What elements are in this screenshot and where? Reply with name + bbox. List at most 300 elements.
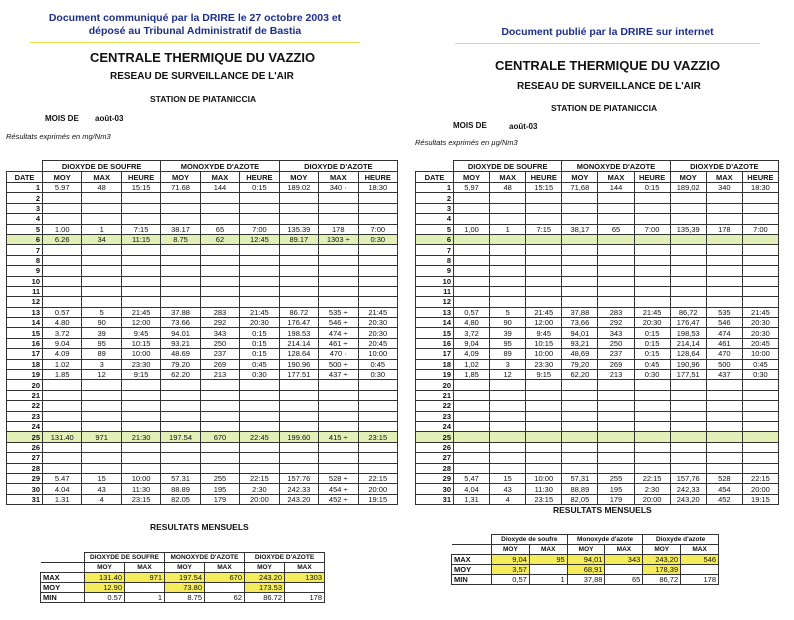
column-header: HEURE xyxy=(634,172,670,183)
table-cell xyxy=(82,390,121,400)
table-cell xyxy=(706,255,742,265)
table-cell: 237 xyxy=(598,349,634,359)
table-cell xyxy=(598,432,634,442)
table-cell: 5 xyxy=(490,307,526,317)
date-cell: 18 xyxy=(416,359,454,369)
table-cell xyxy=(43,203,82,213)
monthly-group: DIOXYDE DE SOUFRE xyxy=(85,553,165,563)
table-cell: 73,66 xyxy=(562,318,598,328)
monthly-sub: MAX xyxy=(605,545,643,555)
table-cell xyxy=(634,234,670,244)
table-cell: 535 xyxy=(706,307,742,317)
table-cell: 4,09 xyxy=(454,349,490,359)
table-cell: 0:15 xyxy=(240,349,279,359)
table-cell xyxy=(279,463,318,473)
monthly-row-label: MIN xyxy=(41,593,85,603)
table-cell: 128.64 xyxy=(279,349,318,359)
monthly-title: RESULTATS MENSUELS xyxy=(553,505,652,515)
table-cell xyxy=(200,286,239,296)
table-cell xyxy=(200,255,239,265)
table-cell xyxy=(562,214,598,224)
table-cell: 37,88 xyxy=(562,307,598,317)
table-cell xyxy=(634,401,670,411)
table-cell xyxy=(598,297,634,307)
table-cell xyxy=(562,234,598,244)
table-cell xyxy=(279,276,318,286)
table-row xyxy=(416,463,779,473)
table-row xyxy=(416,359,779,369)
table-cell: 135,39 xyxy=(670,224,706,234)
table-cell: 971 xyxy=(82,432,121,442)
table-cell: 7:15 xyxy=(121,224,160,234)
table-cell: 23:15 xyxy=(526,494,562,504)
table-row xyxy=(7,484,398,494)
table-cell xyxy=(161,421,200,431)
monthly-cell: 546 xyxy=(681,555,719,565)
column-header: HEURE xyxy=(121,172,160,183)
table-cell xyxy=(43,255,82,265)
table-cell xyxy=(670,453,706,463)
table-cell: 199.60 xyxy=(279,432,318,442)
table-cell: 1.00 xyxy=(43,224,82,234)
table-cell xyxy=(43,193,82,203)
table-cell: 528 xyxy=(706,473,742,483)
table-row xyxy=(416,328,779,338)
table-cell: 23:30 xyxy=(121,359,160,369)
table-cell: 34 xyxy=(82,234,121,244)
table-cell xyxy=(598,286,634,296)
table-cell xyxy=(562,297,598,307)
group-header: DIOXYDE DE SOUFRE xyxy=(43,161,161,172)
table-cell: 190.96 xyxy=(279,359,318,369)
table-cell: 0:45 xyxy=(634,359,670,369)
date-cell: 19 xyxy=(7,370,43,380)
date-cell: 3 xyxy=(416,203,454,213)
table-cell xyxy=(319,380,358,390)
table-cell xyxy=(240,214,279,224)
table-row xyxy=(416,266,779,276)
table-row xyxy=(7,359,398,369)
table-cell: 500 xyxy=(706,359,742,369)
table-cell: 4,04 xyxy=(454,484,490,494)
monthly-row xyxy=(452,575,719,585)
table-cell: 65 xyxy=(598,224,634,234)
table-row xyxy=(7,224,398,234)
table-cell: 20:00 xyxy=(634,494,670,504)
table-cell xyxy=(358,245,398,255)
table-cell: 10:00 xyxy=(742,349,778,359)
monthly-cell: 131.40 xyxy=(85,573,125,583)
table-row xyxy=(416,453,779,463)
table-row xyxy=(7,349,398,359)
table-cell: 12:00 xyxy=(526,318,562,328)
table-cell: 190,96 xyxy=(670,359,706,369)
table-cell xyxy=(121,401,160,411)
table-cell: 189,02 xyxy=(670,183,706,193)
table-cell xyxy=(43,401,82,411)
table-cell xyxy=(598,266,634,276)
table-cell: 10:15 xyxy=(121,338,160,348)
table-cell xyxy=(490,214,526,224)
table-cell xyxy=(706,266,742,276)
table-cell xyxy=(598,245,634,255)
caption-left-line2: déposé au Tribunal Administratif de Bastia xyxy=(88,25,302,37)
table-cell xyxy=(490,245,526,255)
date-cell: 14 xyxy=(416,318,454,328)
table-cell: 528 ÷ xyxy=(319,473,358,483)
table-cell xyxy=(562,411,598,421)
table-cell: 500 ÷ xyxy=(319,359,358,369)
monthly-sub: MAX xyxy=(529,545,567,555)
table-cell xyxy=(490,234,526,244)
table-cell xyxy=(240,276,279,286)
date-cell: 16 xyxy=(7,338,43,348)
table-cell: 237 xyxy=(200,349,239,359)
table-cell xyxy=(526,463,562,473)
table-cell xyxy=(598,463,634,473)
table-cell xyxy=(121,203,160,213)
date-header: DATE xyxy=(7,172,43,183)
table-cell xyxy=(279,266,318,276)
table-cell: 0:15 xyxy=(634,349,670,359)
table-cell xyxy=(490,255,526,265)
table-row xyxy=(416,318,779,328)
table-cell xyxy=(43,390,82,400)
column-header: MAX xyxy=(706,172,742,183)
table-cell: 19:15 xyxy=(742,494,778,504)
table-cell: 144 xyxy=(200,183,239,193)
table-cell xyxy=(634,442,670,452)
column-header: MOY xyxy=(279,172,318,183)
table-row xyxy=(416,401,779,411)
monthly-row-label: MOY xyxy=(452,565,492,575)
table-row xyxy=(7,328,398,338)
table-cell: 62,20 xyxy=(562,370,598,380)
table-cell: 1,85 xyxy=(454,370,490,380)
monthly-sub: MOY xyxy=(245,563,285,573)
table-row xyxy=(7,183,398,193)
monthly-cell: 0.57 xyxy=(85,593,125,603)
table-cell xyxy=(490,380,526,390)
table-cell xyxy=(240,266,279,276)
table-cell: 243,20 xyxy=(670,494,706,504)
table-cell: 1,02 xyxy=(454,359,490,369)
table-cell: 255 xyxy=(598,473,634,483)
table-cell xyxy=(634,203,670,213)
table-cell xyxy=(43,380,82,390)
monthly-sub: MOY xyxy=(643,545,681,555)
column-header: HEURE xyxy=(526,172,562,183)
monthly-cell: 1303 xyxy=(285,573,325,583)
table-cell xyxy=(82,463,121,473)
table-cell: 4.04 xyxy=(43,484,82,494)
table-cell xyxy=(43,411,82,421)
table-cell xyxy=(454,193,490,203)
table-cell xyxy=(634,245,670,255)
table-cell xyxy=(161,276,200,286)
table-cell: 283 xyxy=(200,307,239,317)
table-cell xyxy=(598,411,634,421)
table-cell: 48,69 xyxy=(562,349,598,359)
table-cell: 12:45 xyxy=(240,234,279,244)
date-cell: 2 xyxy=(416,193,454,203)
table-cell: 670 xyxy=(200,432,239,442)
table-cell xyxy=(706,401,742,411)
table-cell xyxy=(742,255,778,265)
table-row xyxy=(416,193,779,203)
table-cell xyxy=(121,442,160,452)
table-cell: 95 xyxy=(490,338,526,348)
column-header: MAX xyxy=(82,172,121,183)
units-note: Résultats exprimés en µg/Nm3 xyxy=(415,138,518,147)
table-row xyxy=(416,411,779,421)
table-row xyxy=(416,349,779,359)
table-cell xyxy=(161,214,200,224)
table-cell xyxy=(43,286,82,296)
table-cell xyxy=(598,401,634,411)
table-cell: 21:45 xyxy=(634,307,670,317)
table-cell xyxy=(598,453,634,463)
table-cell xyxy=(526,401,562,411)
daily-table xyxy=(6,160,398,505)
table-cell: 474 ÷ xyxy=(319,328,358,338)
table-cell xyxy=(490,203,526,213)
date-cell: 12 xyxy=(416,297,454,307)
table-row xyxy=(416,442,779,452)
month-label: MOIS DE xyxy=(45,114,79,123)
table-cell xyxy=(358,297,398,307)
table-cell: 43 xyxy=(490,484,526,494)
table-cell: 189.02 xyxy=(279,183,318,193)
table-cell: 340 xyxy=(706,183,742,193)
monthly-cell xyxy=(205,583,245,593)
table-cell xyxy=(319,214,358,224)
table-cell xyxy=(161,401,200,411)
table-cell: 6.26 xyxy=(43,234,82,244)
month-value: août-03 xyxy=(509,122,538,131)
table-cell: 93.21 xyxy=(161,338,200,348)
table-row xyxy=(7,442,398,452)
table-row xyxy=(7,453,398,463)
monthly-cell: 8.75 xyxy=(165,593,205,603)
table-cell: 0:15 xyxy=(634,338,670,348)
table-cell xyxy=(161,255,200,265)
monthly-cell: 37,88 xyxy=(567,575,605,585)
monthly-row xyxy=(41,593,325,603)
table-cell xyxy=(161,297,200,307)
doc-title: CENTRALE THERMIQUE DU VAZZIO xyxy=(495,58,721,73)
table-cell xyxy=(454,286,490,296)
table-cell: 86.72 xyxy=(279,307,318,317)
table-cell: 454 ÷ xyxy=(319,484,358,494)
table-cell: 415 ÷ xyxy=(319,432,358,442)
date-cell: 25 xyxy=(416,432,454,442)
table-row xyxy=(416,297,779,307)
table-cell xyxy=(279,380,318,390)
table-cell xyxy=(121,266,160,276)
column-header: MOY xyxy=(454,172,490,183)
date-cell: 15 xyxy=(416,328,454,338)
column-header: MAX xyxy=(319,172,358,183)
monthly-cell: 94,01 xyxy=(567,555,605,565)
table-cell xyxy=(562,203,598,213)
table-cell: 10:00 xyxy=(526,473,562,483)
table-cell: 65 xyxy=(200,224,239,234)
table-cell xyxy=(454,297,490,307)
table-cell: 12 xyxy=(82,370,121,380)
doc-title: CENTRALE THERMIQUE DU VAZZIO xyxy=(90,50,316,65)
table-cell: 255 xyxy=(200,473,239,483)
monthly-cell: 0,57 xyxy=(492,575,530,585)
table-cell: 4.80 xyxy=(43,318,82,328)
table-cell xyxy=(490,276,526,286)
monthly-cell: 343 xyxy=(605,555,643,565)
table-row xyxy=(7,390,398,400)
table-cell xyxy=(121,286,160,296)
table-cell xyxy=(43,214,82,224)
table-cell: 94,01 xyxy=(562,328,598,338)
table-cell xyxy=(319,390,358,400)
table-cell: 73.66 xyxy=(161,318,200,328)
table-cell xyxy=(670,411,706,421)
table-row xyxy=(416,245,779,255)
date-cell: 31 xyxy=(416,494,454,504)
date-cell: 14 xyxy=(7,318,43,328)
table-cell xyxy=(526,442,562,452)
table-cell xyxy=(742,463,778,473)
table-cell xyxy=(742,432,778,442)
table-cell: 5.97 xyxy=(43,183,82,193)
date-cell: 10 xyxy=(416,276,454,286)
table-cell xyxy=(161,193,200,203)
table-cell: 23:15 xyxy=(121,494,160,504)
table-cell xyxy=(598,193,634,203)
table-cell: 1,31 xyxy=(454,494,490,504)
table-cell xyxy=(706,411,742,421)
table-cell: 19:15 xyxy=(358,494,398,504)
table-cell: 79.20 xyxy=(161,359,200,369)
table-cell xyxy=(598,214,634,224)
table-cell xyxy=(121,214,160,224)
table-cell: 9.04 xyxy=(43,338,82,348)
table-cell xyxy=(598,390,634,400)
table-cell xyxy=(319,276,358,286)
table-cell xyxy=(670,297,706,307)
table-cell: 437 xyxy=(706,370,742,380)
table-cell: 157.76 xyxy=(279,473,318,483)
table-cell: 48 xyxy=(490,183,526,193)
table-cell xyxy=(121,297,160,307)
table-cell: 90 xyxy=(82,318,121,328)
table-cell xyxy=(598,276,634,286)
table-cell: 62.20 xyxy=(161,370,200,380)
monthly-row xyxy=(41,583,325,593)
table-cell xyxy=(121,390,160,400)
monthly-group: Monoxyde d'azote xyxy=(567,535,643,545)
table-row xyxy=(416,286,779,296)
table-cell xyxy=(490,442,526,452)
table-row xyxy=(7,380,398,390)
table-cell xyxy=(319,453,358,463)
table-cell: 176,47 xyxy=(670,318,706,328)
table-cell xyxy=(82,203,121,213)
date-cell: 27 xyxy=(416,453,454,463)
table-cell xyxy=(121,380,160,390)
table-cell xyxy=(670,463,706,473)
table-cell: 343 xyxy=(598,328,634,338)
monthly-cell: 62 xyxy=(205,593,245,603)
table-cell xyxy=(43,453,82,463)
table-cell xyxy=(121,245,160,255)
monthly-group: Dioxyde d'azote xyxy=(643,535,719,545)
table-cell xyxy=(742,421,778,431)
table-cell: 470 xyxy=(706,349,742,359)
column-header: MAX xyxy=(598,172,634,183)
monthly-rows xyxy=(41,573,325,603)
table-cell: 2:30 xyxy=(634,484,670,494)
table-cell xyxy=(742,245,778,255)
table-cell: 0.57 xyxy=(43,307,82,317)
table-cell xyxy=(358,463,398,473)
column-header: MAX xyxy=(490,172,526,183)
table-cell xyxy=(319,297,358,307)
table-cell xyxy=(121,463,160,473)
table-cell: 0:15 xyxy=(240,183,279,193)
table-row xyxy=(7,494,398,504)
date-cell: 12 xyxy=(7,297,43,307)
table-cell xyxy=(454,463,490,473)
table-cell: 0:45 xyxy=(358,359,398,369)
table-cell xyxy=(706,203,742,213)
table-cell xyxy=(82,442,121,452)
table-cell: 269 xyxy=(598,359,634,369)
table-cell: 71,68 xyxy=(562,183,598,193)
date-cell: 1 xyxy=(416,183,454,193)
table-cell: 15 xyxy=(490,473,526,483)
table-cell xyxy=(200,442,239,452)
date-cell: 27 xyxy=(7,453,43,463)
table-cell xyxy=(526,432,562,442)
table-cell xyxy=(200,245,239,255)
table-cell xyxy=(562,193,598,203)
table-cell xyxy=(279,421,318,431)
table-cell xyxy=(742,286,778,296)
table-cell: 15:15 xyxy=(526,183,562,193)
table-cell: 214,14 xyxy=(670,338,706,348)
table-cell xyxy=(240,421,279,431)
column-header: MOY xyxy=(562,172,598,183)
monthly-row xyxy=(452,555,719,565)
table-cell: 89 xyxy=(490,349,526,359)
station-name: STATION DE PIATANICCIA xyxy=(150,94,257,104)
table-row xyxy=(416,494,779,504)
table-cell xyxy=(742,203,778,213)
table-cell xyxy=(279,245,318,255)
table-cell: 1 xyxy=(82,224,121,234)
table-cell xyxy=(121,411,160,421)
table-row xyxy=(7,411,398,421)
table-cell: 3.72 xyxy=(43,328,82,338)
table-cell: 15 xyxy=(82,473,121,483)
table-cell xyxy=(240,255,279,265)
table-cell xyxy=(670,203,706,213)
table-cell xyxy=(562,463,598,473)
table-row xyxy=(7,473,398,483)
monthly-title: RESULTATS MENSUELS xyxy=(150,522,249,532)
date-cell: 9 xyxy=(7,266,43,276)
table-cell: 1303 ÷ xyxy=(319,234,358,244)
table-cell: 195 xyxy=(200,484,239,494)
